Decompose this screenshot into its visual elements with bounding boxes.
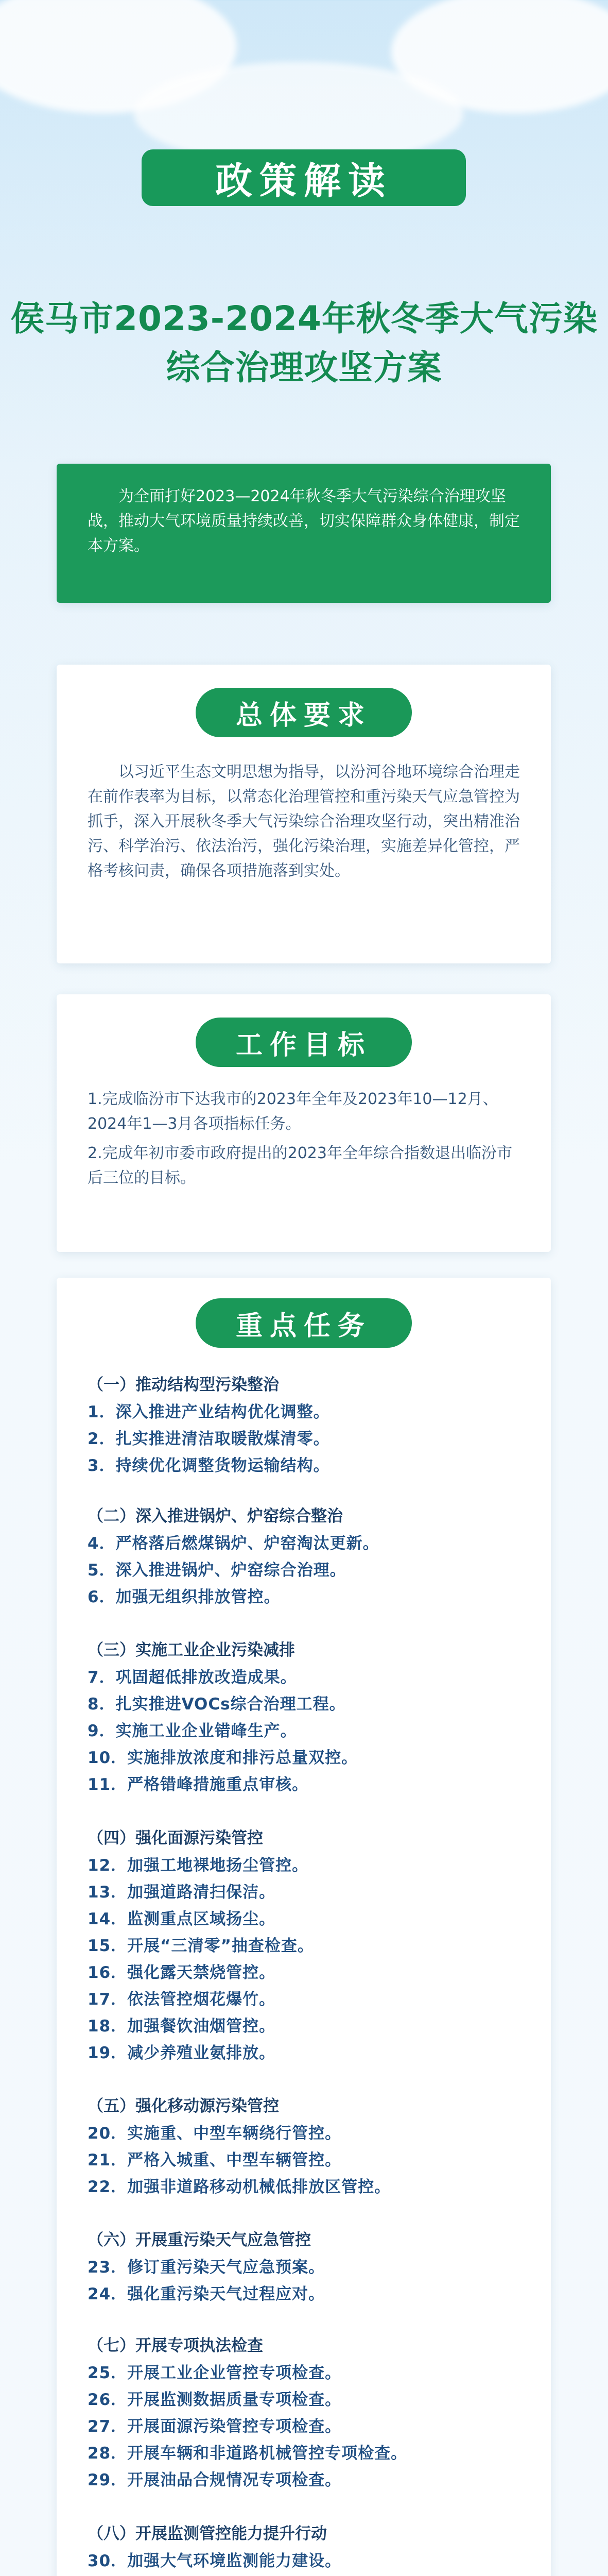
task-group-title: （三）实施工业企业污染减排 bbox=[88, 1641, 295, 1659]
task-item: 29．开展油品合规情况专项检查。 bbox=[88, 2471, 342, 2489]
task-item: 19．减少养殖业氨排放。 bbox=[88, 2044, 276, 2062]
task-item: 1．深入推进产业结构优化调整。 bbox=[88, 1403, 330, 1421]
task-item: 11．严格错峰措施重点审核。 bbox=[88, 1775, 309, 1794]
task-item: 9．实施工业企业错峰生产。 bbox=[88, 1722, 297, 1740]
task-item: 21．严格入城重、中型车辆管控。 bbox=[88, 2151, 342, 2170]
task-item: 2．扎实推进清洁取暖散煤清零。 bbox=[88, 1430, 330, 1448]
intro-panel bbox=[57, 464, 551, 603]
task-group-title: （七）开展专项执法检查 bbox=[88, 2336, 263, 2355]
goals-panel bbox=[57, 994, 551, 1252]
task-group-title: （一）推动结构型污染整治 bbox=[88, 1376, 279, 1394]
requirements-heading: 总体要求 bbox=[196, 688, 412, 737]
goal-item: 2.完成年初市委市政府提出的2023年全年综合指数退出临汾市后三位的目标。 bbox=[88, 1144, 512, 1187]
task-item: 18．加强餐饮油烟管控。 bbox=[88, 2017, 276, 2036]
goal-item: 1.完成临汾市下达我市的2023年全年及2023年10—12月、2024年1—3月各项指标任务。 bbox=[88, 1090, 498, 1133]
page-title-line-1: 侯马市2023-2024年秋冬季大气污染 bbox=[10, 299, 598, 338]
task-item: 6．加强无组织排放管控。 bbox=[88, 1588, 281, 1606]
task-item: 10．实施排放浓度和排污总量双控。 bbox=[88, 1749, 358, 1767]
task-item: 4．严格落后燃煤锅炉、炉窑淘汰更新。 bbox=[88, 1534, 379, 1553]
task-item: 16．强化露天禁烧管控。 bbox=[88, 1963, 276, 1982]
task-item: 30．加强大气环境监测能力建设。 bbox=[88, 2552, 342, 2570]
task-item: 20．实施重、中型车辆绕行管控。 bbox=[88, 2124, 342, 2143]
task-group-title: （二）深入推进锅炉、炉窑综合整治 bbox=[88, 1507, 343, 1526]
task-item: 24．强化重污染天气过程应对。 bbox=[88, 2285, 325, 2303]
requirements-panel bbox=[57, 665, 551, 963]
header-badge bbox=[142, 149, 466, 206]
tasks-panel bbox=[57, 1278, 551, 2576]
header-badge-text: 政策解读 bbox=[215, 159, 392, 202]
task-item: 15．开展“三清零”抽查检查。 bbox=[88, 1937, 314, 1955]
intro-text: 为全面打好2023—2024年秋冬季大气污染综合治理攻坚战，推动大气环境质量持续改善，切实保障群众身体健康，制定本方案。 bbox=[88, 487, 520, 555]
requirements-text: 以习近平生态文明思想为指导，以汾河谷地环境综合治理走在前作表率为目标，以常态化治理管控和重污染天气应急管控为抓手，深入开展秋冬季大气污染综合治理攻坚行动，突出精准治污、科学治污、依法治污，强化污染治理，实施差异化管控，严格考核问责，确保各项措施落到实处。 bbox=[88, 763, 520, 880]
goals-heading: 工作目标 bbox=[196, 1018, 412, 1067]
task-group-title: （八）开展监测管控能力提升行动 bbox=[88, 2524, 327, 2543]
task-item: 22．加强非道路移动机械低排放区管控。 bbox=[88, 2178, 391, 2196]
task-item: 5．深入推进锅炉、炉窑综合治理。 bbox=[88, 1561, 346, 1580]
task-item: 12．加强工地裸地扬尘管控。 bbox=[88, 1856, 309, 1875]
task-item: 27．开展面源污染管控专项检查。 bbox=[88, 2417, 342, 2436]
task-item: 25．开展工业企业管控专项检查。 bbox=[88, 2364, 342, 2382]
tasks-heading: 重点任务 bbox=[196, 1298, 412, 1348]
task-group-title: （五）强化移动源污染管控 bbox=[88, 2097, 279, 2115]
task-group-title: （六）开展重污染天气应急管控 bbox=[88, 2231, 311, 2249]
task-item: 7．巩固超低排放改造成果。 bbox=[88, 1668, 297, 1687]
task-group-title: （四）强化面源污染管控 bbox=[88, 1829, 263, 1848]
task-item: 17．依法管控烟花爆竹。 bbox=[88, 1990, 276, 2009]
page-title-line-2: 综合治理攻坚方案 bbox=[166, 348, 442, 387]
task-item: 14．监测重点区域扬尘。 bbox=[88, 1910, 276, 1928]
task-item: 8．扎实推进VOCs综合治理工程。 bbox=[88, 1695, 346, 1714]
task-item: 13．加强道路清扫保洁。 bbox=[88, 1883, 276, 1902]
task-item: 28．开展车辆和非道路机械管控专项检查。 bbox=[88, 2444, 408, 2463]
task-item: 26．开展监测数据质量专项检查。 bbox=[88, 2391, 342, 2409]
task-item: 23．修订重污染天气应急预案。 bbox=[88, 2258, 325, 2277]
task-item: 3．持续优化调整货物运输结构。 bbox=[88, 1456, 330, 1475]
